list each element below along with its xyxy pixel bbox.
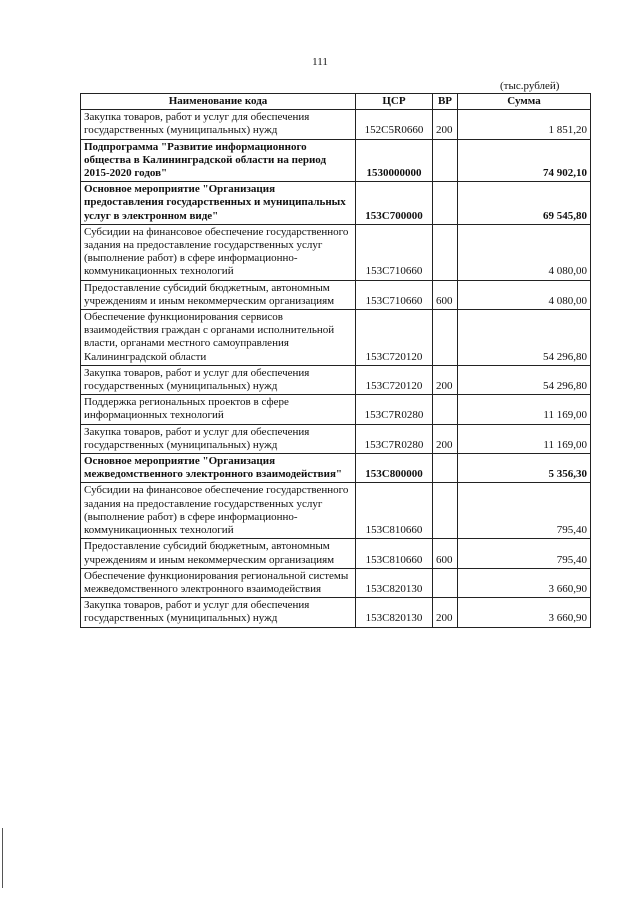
budget-table [80,93,591,628]
cell-sum: 3 660,90 [458,568,591,597]
cell-csr: 153C810660 [356,483,433,539]
cell-vr [433,310,458,366]
cell-sum: 4 080,00 [458,224,591,280]
cell-name: Основное мероприятие "Организация предоставления государственных и муниципальных услуг в электронном виде" [81,182,356,225]
table-row [81,365,591,394]
cell-vr: 200 [433,365,458,394]
table-row [81,598,591,627]
cell-csr: 153C820130 [356,598,433,627]
cell-name: Подпрограмма "Развитие информационного общества в Калининградской области на период 2015-2020 годов" [81,139,356,182]
table-row [81,424,591,453]
cell-name: Субсидии на финансовое обеспечение государственного задания на предоставление государственных услуг (выполнение работ) в сфере информационно-коммуникационных технологий [81,483,356,539]
table-row [81,224,591,280]
table-row [81,280,591,309]
cell-csr: 153C810660 [356,539,433,568]
table-header-row [81,94,591,110]
header-sum: Сумма [458,94,591,110]
cell-vr: 600 [433,539,458,568]
cell-vr: 600 [433,280,458,309]
cell-name: Закупка товаров, работ и услуг для обеспечения государственных (муниципальных) нужд [81,110,356,139]
table-row [81,310,591,366]
cell-sum: 3 660,90 [458,598,591,627]
cell-vr [433,483,458,539]
cell-vr: 200 [433,110,458,139]
cell-sum: 69 545,80 [458,182,591,225]
cell-csr: 153C710660 [356,224,433,280]
page-number: 111 [312,56,328,68]
table-row [81,483,591,539]
cell-sum: 54 296,80 [458,365,591,394]
table-row [81,110,591,139]
cell-sum: 11 169,00 [458,395,591,424]
cell-name: Обеспечение функционирования региональной системы межведомственного электронного взаимодействия [81,568,356,597]
cell-name: Предоставление субсидий бюджетным, автономным учреждениям и иным некоммерческим организациям [81,280,356,309]
cell-csr: 153C7R0280 [356,424,433,453]
table-row [81,568,591,597]
cell-sum: 5 356,30 [458,454,591,483]
cell-vr [433,182,458,225]
cell-csr: 153C720120 [356,365,433,394]
cell-vr [433,139,458,182]
cell-csr: 1530000000 [356,139,433,182]
cell-vr [433,568,458,597]
cell-csr: 153C7R0280 [356,395,433,424]
cell-vr: 200 [433,598,458,627]
header-name: Наименование кода [81,94,356,110]
cell-name: Закупка товаров, работ и услуг для обеспечения государственных (муниципальных) нужд [81,598,356,627]
cell-sum: 74 902,10 [458,139,591,182]
table-row [81,539,591,568]
cell-vr [433,395,458,424]
cell-name: Обеспечение функционирования сервисов взаимодействия граждан с органами исполнительной власти, органами местного самоуправления Калининградской области [81,310,356,366]
margin-mark [2,828,3,888]
cell-sum: 1 851,20 [458,110,591,139]
table-row [81,182,591,225]
cell-csr: 153C700000 [356,182,433,225]
cell-name: Закупка товаров, работ и услуг для обеспечения государственных (муниципальных) нужд [81,424,356,453]
cell-name: Предоставление субсидий бюджетным, автономным учреждениям и иным некоммерческим организациям [81,539,356,568]
cell-vr [433,224,458,280]
cell-sum: 795,40 [458,483,591,539]
cell-csr: 153C800000 [356,454,433,483]
cell-sum: 795,40 [458,539,591,568]
cell-sum: 4 080,00 [458,280,591,309]
table-row [81,454,591,483]
cell-vr [433,454,458,483]
table-row [81,139,591,182]
cell-vr: 200 [433,424,458,453]
cell-csr: 153C720120 [356,310,433,366]
units-label: (тыс.рублей) [500,80,560,92]
table-row [81,395,591,424]
header-vr: ВР [433,94,458,110]
cell-sum: 54 296,80 [458,310,591,366]
cell-csr: 153C710660 [356,280,433,309]
cell-sum: 11 169,00 [458,424,591,453]
cell-name: Субсидии на финансовое обеспечение государственного задания на предоставление государственных услуг (выполнение работ) в сфере информационно-коммуникационных технологий [81,224,356,280]
cell-csr: 152C5R0660 [356,110,433,139]
header-csr: ЦСР [356,94,433,110]
cell-name: Основное мероприятие "Организация межведомственного электронного взаимодействия" [81,454,356,483]
cell-name: Закупка товаров, работ и услуг для обеспечения государственных (муниципальных) нужд [81,365,356,394]
cell-name: Поддержка региональных проектов в сфере информационных технологий [81,395,356,424]
cell-csr: 153C820130 [356,568,433,597]
